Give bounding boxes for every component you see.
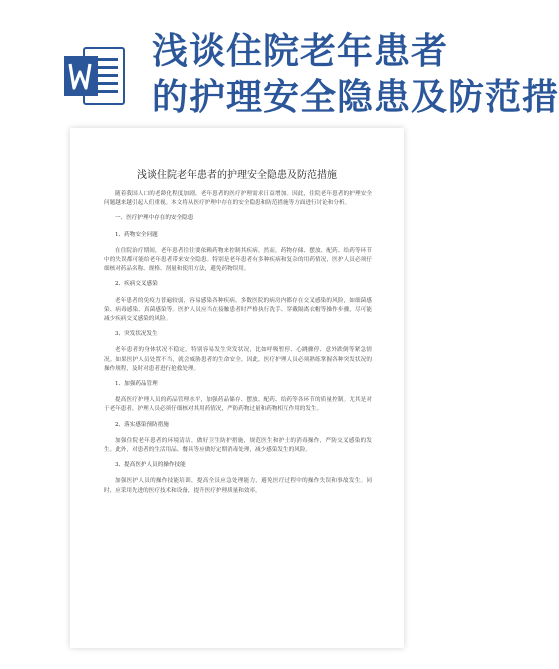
paragraph: 随着我国人口的老龄化程度加剧，老年患者的医疗护理需求日益增加。因此，住院老年患者的护理安全问题越来越引起人们重视。本文将从医疗护理中存在的安全隐患和防范措施等方面进行讨论和分析。	[104, 191, 372, 207]
section-heading: 1、药物安全问题	[115, 231, 158, 238]
section-heading: 3、突发状况发生	[115, 331, 158, 338]
document-page	[70, 128, 404, 648]
section-heading: 2、疾病交叉感染	[115, 281, 158, 288]
paragraph: 在住院治疗期间，老年患者往往要依赖药物来控制其疾病。然而，药物存储、摆放、配药、给药等环节中的失误都可能给老年患者带来安全隐患。特别是老年患者有多种疾病和复杂的用药情况，医护人员必须仔细核对药品名称、规格、剂量和使用方法，避免药物误用。	[104, 247, 372, 273]
paragraph: 加强医护人员的操作技能培训，提高全员应急处理能力，避免医疗过程中的操作失误和事故发生。同时，应采用先进的医疗技术和设备，提升医疗护理质量和效率。	[104, 478, 372, 494]
paragraph: 加强住院老年患者的环境清洁，做好卫生防护措施，规范医生和护士的消毒操作，严防交叉感染的发生。此外，对患者的生活用品、餐具等应做好定期消毒处理，减少感染发生的风险。	[104, 437, 372, 454]
paragraph: 老年患者的免疫力普遍较弱，容易感染各种疾病。多数医院的病房内都存在交叉感染的风险，如细菌感染、病毒感染、真菌感染等。医护人员应当在接触患者时严格执行洗手、穿戴隔离衣帽等操作步骤，尽可能减少疾病交叉感染的风险。	[104, 297, 372, 323]
section-heading: 3、提高医护人员的操作技能	[115, 462, 186, 469]
section-heading: 2、落实感染预防措施	[115, 421, 169, 428]
paragraph: 提高医疗护理人员的药品管理水平，加强药品储存、摆放、配药、给药等各环节的质量控制。尤其是对于老年患者，护理人员必须仔细核对其用药情况，严防药物过量和药物相互作用的发生。	[104, 397, 372, 413]
section-heading: 1、加强药品管理	[115, 381, 158, 388]
page-content	[104, 190, 372, 502]
document-title	[152, 28, 559, 120]
document-title-line-2: 的护理安全隐患及防范措	[152, 76, 559, 118]
header	[0, 0, 559, 120]
paragraph: 老年患者的身体状况不稳定，特别容易发生突发状况，比如呼吸暂停、心跳骤停、意外跌倒等紧急情况。如果医护人员处置不当，就会威胁患者的生命安全。因此，医疗护理人员必须熟练掌握各种突发状况的操作规程，及时对患者进行抢救处理。	[104, 347, 372, 372]
word-doc-icon	[62, 44, 128, 108]
page-heading: 浅谈住院老年患者的护理安全隐患及防范措施	[137, 170, 337, 181]
section-heading: 一、医疗护理中存在的安全隐患	[115, 215, 194, 222]
document-title-line-1: 浅谈住院老年患者	[152, 30, 449, 72]
